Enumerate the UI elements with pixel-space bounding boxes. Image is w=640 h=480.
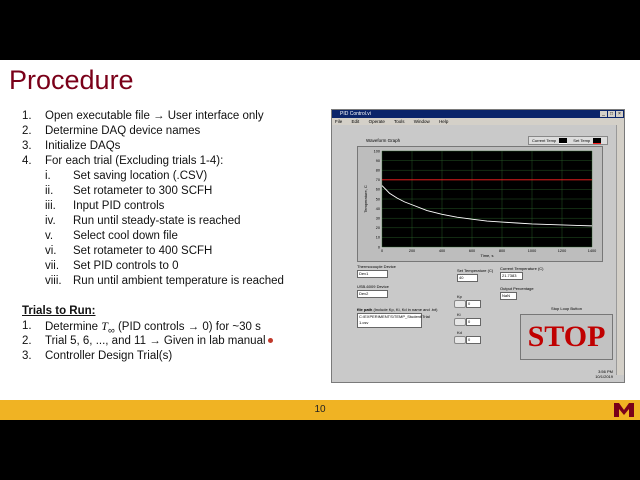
- step-4: 4. For each trial (Excluding trials 1-4):: [22, 155, 224, 167]
- x-tick-label: 1200: [557, 249, 567, 253]
- page-number: 10: [314, 404, 326, 415]
- thermocouple-label: Thermocouple Device: [357, 264, 396, 269]
- current-temp-label: Current Temperature (C): [500, 266, 544, 271]
- ki-input[interactable]: 0: [466, 318, 481, 326]
- kd-input[interactable]: 0: [466, 336, 481, 344]
- substep-vi: vi. Set rotameter to 400 SCFH: [45, 245, 213, 257]
- menu-operate[interactable]: Operate: [368, 119, 385, 124]
- menu-edit[interactable]: Edit: [351, 119, 360, 124]
- window-titlebar: PID Control.vi _ □ ×: [332, 110, 624, 118]
- legend-swatch-set: [593, 138, 601, 144]
- stop-loop-label: Stop Loop Button: [551, 306, 582, 311]
- menu-tools[interactable]: Tools: [394, 119, 405, 124]
- chart-svg: [358, 147, 602, 261]
- substep-vii: vii. Set PID controls to 0: [45, 260, 179, 272]
- t-infinity-symbol: T: [101, 319, 108, 333]
- x-tick-label: 400: [438, 249, 446, 253]
- trial-1: 1. Determine $T_\infty$ (PID controls → 0) for ~30 s: [22, 319, 261, 337]
- output-percentage-label: Output Percentage: [500, 286, 534, 291]
- ki-label: Ki: [457, 312, 461, 317]
- ki-knob-icon[interactable]: [454, 318, 466, 326]
- set-temp-label: Set Temperature (C): [457, 268, 494, 273]
- y-axis-label: Temperature, C: [363, 185, 368, 213]
- stop-button[interactable]: [520, 306, 613, 360]
- step-2: 2. Determine DAQ device names: [22, 125, 201, 137]
- y-tick-label: 20: [375, 226, 380, 231]
- vertical-scrollbar[interactable]: [616, 125, 624, 375]
- substep-viii: viii. Run until ambient temperature is reached: [45, 275, 284, 287]
- laser-pointer-dot: [268, 338, 273, 343]
- list-gap: [22, 289, 95, 304]
- step-1: 1. Open executable file → User interface only: [22, 110, 264, 122]
- substep-i: i. Set saving location (.CSV): [45, 170, 208, 182]
- minimize-icon[interactable]: _: [600, 111, 607, 117]
- university-m-logo: [614, 403, 634, 417]
- app-window-screenshot: [331, 109, 625, 383]
- menu-help[interactable]: Help: [439, 119, 449, 124]
- usb-device-select[interactable]: Dev2: [357, 290, 388, 298]
- usb-device-label: USB-6009 Device: [357, 284, 389, 289]
- x-tick-label: 800: [498, 249, 506, 253]
- current-temp-display: 21.7383: [500, 272, 523, 280]
- slide-title: Procedure: [9, 65, 134, 95]
- close-icon[interactable]: ×: [616, 111, 623, 117]
- y-tick-label: 40: [375, 206, 380, 211]
- legend-swatch-current: [559, 138, 567, 144]
- kd-label: Kd: [457, 330, 462, 335]
- waveform-graph: [357, 146, 603, 262]
- x-axis-label: Time, s: [480, 253, 494, 258]
- trials-heading: Trials to Run:: [22, 305, 96, 317]
- y-tick-label: 70: [375, 178, 380, 183]
- file-path-label: file path (Include Kp, Ki, Kd in name and .txt): [357, 307, 438, 312]
- x-tick-label: 1000: [527, 249, 537, 253]
- y-tick-label: 90: [375, 158, 380, 163]
- y-tick-label: 10: [375, 235, 380, 240]
- kp-label: Kp: [457, 294, 462, 299]
- y-tick-label: 30: [375, 216, 380, 221]
- stop-button-label: STOP: [527, 320, 606, 353]
- legend-current-temp: Current Temp: [532, 138, 557, 143]
- procedure-list: [22, 109, 284, 364]
- y-tick-label: 80: [375, 168, 380, 173]
- file-path-input[interactable]: C:\EXPERIMENTS\TEMP_Student\Trial 1.csv: [357, 313, 422, 328]
- legend-set-temp: Set Temp: [573, 138, 591, 143]
- plot-legend: [528, 136, 608, 145]
- taskbar-clock: 3:56 PM 10/1/2019: [595, 369, 613, 379]
- thermocouple-select[interactable]: Dev1: [357, 270, 388, 278]
- window-controls: [600, 111, 623, 117]
- output-percentage-display: NaN: [500, 292, 517, 300]
- set-temp-input[interactable]: 40: [457, 274, 478, 282]
- y-tick-label: 0: [377, 245, 380, 250]
- y-tick-label: 50: [375, 197, 380, 202]
- menu-file[interactable]: File: [335, 119, 343, 124]
- substep-ii: ii. Set rotameter to 300 SCFH: [45, 185, 213, 197]
- substep-v: v. Select cool down file: [45, 230, 178, 242]
- trial-3: 3. Controller Design Trial(s): [22, 350, 173, 362]
- graph-label: Waveform Graph: [366, 138, 401, 143]
- x-tick-label: 600: [468, 249, 476, 253]
- x-tick-label: 1400: [587, 249, 597, 253]
- trial-2: 2. Trial 5, 6, ..., and 11 → Given in lab manual: [22, 334, 95, 349]
- x-tick-label: 0: [380, 249, 384, 253]
- maximize-icon[interactable]: □: [609, 111, 614, 117]
- substep-iii: iii. Input PID controls: [45, 200, 165, 212]
- y-tick-label: 60: [375, 187, 380, 192]
- kp-knob-icon[interactable]: [454, 300, 466, 308]
- substep-iv: iv. Run until steady-state is reached: [45, 215, 241, 227]
- kd-knob-icon[interactable]: [454, 336, 466, 344]
- footer-bar: [0, 400, 640, 420]
- menubar: [332, 118, 624, 125]
- y-tick-label: 100: [373, 149, 380, 154]
- step-3: 3. Initialize DAQs: [22, 140, 121, 152]
- slide: [0, 60, 640, 420]
- infinity-subscript: ∞: [107, 325, 115, 337]
- x-tick-label: 200: [408, 249, 416, 253]
- kp-input[interactable]: 0: [466, 300, 481, 308]
- menu-window[interactable]: Window: [413, 119, 430, 124]
